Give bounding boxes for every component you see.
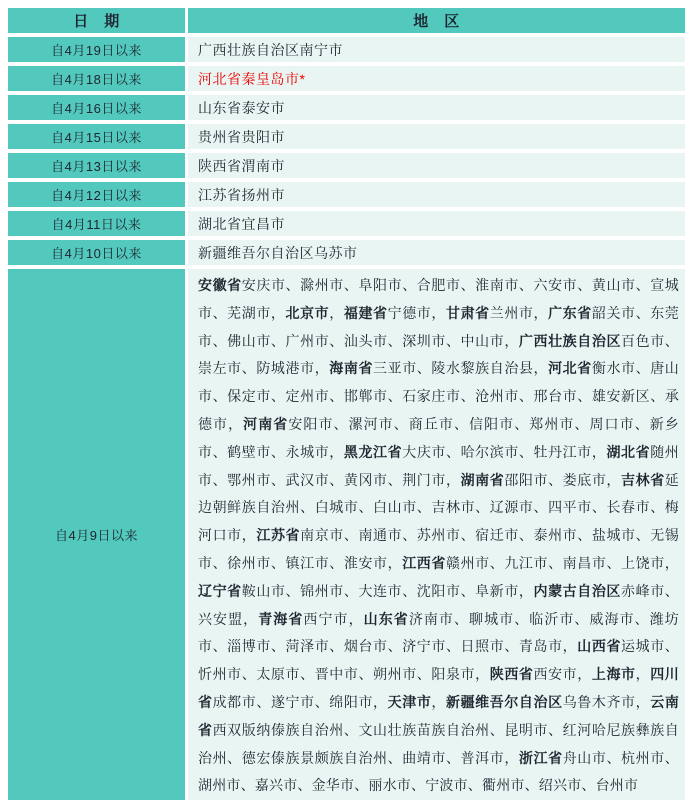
date-column-header: 日 期 — [8, 8, 185, 33]
table-header-row — [8, 8, 685, 33]
date-cell: 自4月16日以来 — [8, 95, 185, 120]
city-list: 随州市、鄂州市、武汉市、黄冈市、荆门市， — [198, 443, 680, 488]
table-row — [8, 95, 685, 120]
date-cell: 自4月18日以来 — [8, 66, 185, 91]
city-list: 运城市、忻州市、太原市、晋中市、朔州市、阳泉市， — [198, 638, 679, 683]
region-cell: 新疆维吾尔自治区乌苏市 — [188, 240, 685, 265]
table-row-april9 — [8, 269, 685, 800]
date-cell: 自4月9日以来 — [8, 269, 185, 800]
province-name: 浙江省 — [518, 749, 563, 766]
city-list: 舟山市、杭州市、湖州市、嘉兴市、金华市、丽水市、宁波市、衢州市、绍兴市、台州市 — [198, 749, 679, 794]
city-list: 邵阳市、娄底市， — [504, 471, 622, 488]
region-column-header: 地 区 — [188, 8, 685, 33]
city-list: 西双版纳傣族自治州、文山壮族苗族自治州、昆明市、红河哈尼族彝族自治州、德宏傣族景颇族自治州、曲靖市、普洱市， — [198, 721, 679, 766]
city-list: 兰州市， — [489, 304, 549, 321]
region-date-table — [8, 8, 685, 800]
city-list: 济南市、聊城市、临沂市、威海市、潍坊市、淄博市、菏泽市、烟台市、济宁市、日照市、青岛市， — [198, 610, 679, 655]
date-cell: 自4月10日以来 — [8, 240, 185, 265]
table-row — [8, 153, 685, 178]
city-list: 衡水市、唐山市、保定市、定州市、邯郸市、石家庄市、沧州市、邢台市、雄安新区、承德市， — [198, 360, 679, 432]
date-cell: 自4月15日以来 — [8, 124, 185, 149]
province-name: 河北省 — [548, 360, 592, 377]
province-name: 江西省 — [402, 554, 446, 571]
city-list: 南京市、南通市、苏州市、宿迁市、泰州市、盐城市、无锡市、徐州市、镇江市、淮安市， — [198, 527, 679, 571]
date-cell: 自4月13日以来 — [8, 153, 185, 178]
province-name: 吉林省 — [621, 471, 665, 488]
province-name: 黑龙江省 — [343, 443, 403, 460]
city-list: 三亚市、陵水黎族自治县， — [373, 360, 549, 377]
city-list: 成都市、遂宁市、绵阳市， — [212, 693, 388, 710]
table-row — [8, 211, 685, 236]
province-name: 安徽省 — [198, 277, 242, 293]
city-list: 鞍山市、锦州市、大连市、沈阳市、阜新市， — [241, 582, 534, 599]
province-name: 湖北省 — [606, 443, 651, 460]
date-cell: 自4月19日以来 — [8, 37, 185, 62]
region-cell: 广西壮族自治区南宁市 — [188, 37, 685, 62]
city-list: 赣州市、九江市、南昌市、上饶市， — [445, 554, 679, 571]
table-row — [8, 124, 685, 149]
city-list: ， — [635, 666, 651, 683]
city-list: 延边朝鲜族自治州、白城市、白山市、吉林市、辽源市、四平市、长春市、梅河口市， — [198, 471, 679, 544]
province-name: 上海市 — [591, 666, 636, 683]
city-list: 西安市， — [533, 666, 592, 683]
table-row — [8, 182, 685, 207]
region-cell: 陕西省渭南市 — [188, 153, 685, 178]
province-name: 湖南省 — [460, 471, 505, 488]
province-name: 四川省 — [198, 666, 680, 710]
city-list: 宁德市， — [387, 304, 446, 321]
province-name: 广西壮族自治区 — [518, 332, 622, 349]
city-list: 安阳市、漯河市、商丘市、信阳市、郑州市、周口市、新乡市、鹤壁市、永城市， — [198, 415, 679, 460]
city-list: 安庆市、滁州市、阜阳市、合肥市、淮南市、六安市、黄山市、宣城市、芜湖市， — [198, 277, 679, 321]
table-row — [8, 240, 685, 265]
region-cell-multiprovince — [188, 269, 685, 800]
province-name: 江苏省 — [256, 527, 301, 544]
province-name: 山东省 — [363, 610, 409, 627]
city-list: ， — [431, 693, 446, 710]
province-name: 河南省 — [243, 415, 289, 432]
region-cell: 贵州省贵阳市 — [188, 124, 685, 149]
table-row — [8, 37, 685, 62]
province-name: 福建省 — [343, 304, 388, 321]
city-list: 大庆市、哈尔滨市、牡丹江市， — [402, 443, 607, 460]
province-name: 云南省 — [198, 693, 680, 738]
region-cell: 江苏省扬州市 — [188, 182, 685, 207]
province-name: 海南省 — [329, 360, 374, 377]
province-name: 辽宁省 — [198, 582, 242, 599]
province-name: 陕西省 — [489, 666, 534, 683]
province-name: 山西省 — [577, 638, 622, 655]
city-list: 西宁市， — [303, 610, 364, 627]
table-row — [8, 66, 685, 91]
province-name: 北京市 — [285, 304, 330, 321]
city-list: 韶关市、东莞市、佛山市、广州市、汕头市、深圳市、中山市， — [198, 304, 679, 349]
date-cell: 自4月12日以来 — [8, 182, 185, 207]
province-name: 内蒙古自治区 — [533, 582, 622, 599]
province-name: 甘肃省 — [445, 304, 490, 321]
region-cell-highlighted: 河北省秦皇岛市* — [188, 66, 685, 91]
city-list: 赤峰市、兴安盟， — [198, 582, 679, 627]
region-cell: 山东省泰安市 — [188, 95, 685, 120]
city-list: ， — [329, 304, 344, 321]
date-cell: 自4月11日以来 — [8, 211, 185, 236]
province-name: 新疆维吾尔自治区 — [446, 693, 563, 710]
province-name: 天津市 — [387, 693, 432, 710]
region-cell: 湖北省宜昌市 — [188, 211, 685, 236]
province-name: 青海省 — [258, 610, 304, 627]
city-list: 百色市、崇左市、防城港市， — [198, 332, 679, 377]
city-list: 乌鲁木齐市， — [562, 693, 651, 710]
province-name: 广东省 — [548, 304, 592, 321]
